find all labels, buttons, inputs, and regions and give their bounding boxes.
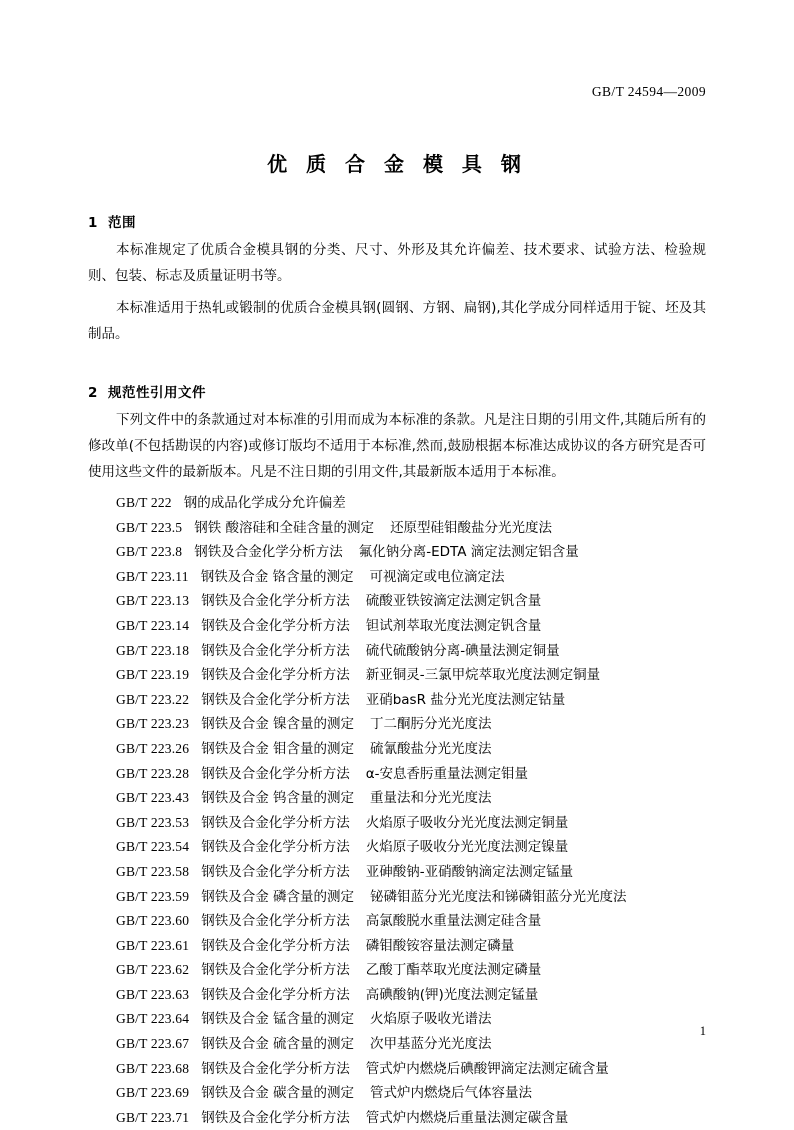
list-item	[88, 614, 706, 639]
list-item	[88, 491, 706, 516]
reference-code: GB/T 223.58	[116, 863, 190, 879]
reference-code: GB/T 223.53	[116, 814, 190, 830]
page-number: 1	[699, 1024, 706, 1038]
list-item	[88, 1081, 706, 1106]
reference-method: 钢铁及合金化学分析方法	[201, 937, 350, 954]
reference-code: GB/T 223.14	[116, 617, 190, 633]
reference-code: GB/T 223.23	[116, 716, 190, 732]
reference-detail: 管式炉内燃烧后重量法测定碳含量	[365, 1109, 569, 1126]
reference-detail: 高碘酸钠(钾)光度法测定锰量	[365, 986, 539, 1003]
list-item	[88, 663, 706, 688]
reference-code: GB/T 223.60	[116, 913, 190, 929]
reference-method: 钢铁及合金化学分析方法	[201, 617, 350, 634]
reference-method: 钢铁及合金 磷含量的测定	[201, 888, 355, 905]
reference-code: GB/T 223.8	[116, 544, 183, 560]
list-item	[88, 909, 706, 934]
list-item	[88, 589, 706, 614]
reference-detail: 火焰原子吸收分光光度法测定镍量	[365, 839, 569, 856]
reference-method: 钢铁及合金 钼含量的测定	[201, 740, 355, 757]
reference-code: GB/T 223.19	[116, 667, 190, 683]
reference-method: 钢铁及合金 铬含量的测定	[200, 568, 354, 585]
reference-detail: 丁二酮肟分光光度法	[370, 716, 492, 733]
reference-detail: 新亚铜灵-三氯甲烷萃取光度法测定铜量	[365, 667, 601, 684]
reference-method: 钢铁及合金化学分析方法	[194, 544, 343, 561]
list-item	[88, 885, 706, 910]
reference-detail: 管式炉内燃烧后气体容量法	[370, 1085, 533, 1102]
list-item	[88, 688, 706, 713]
section-number: 1	[88, 215, 98, 231]
reference-code: GB/T 223.54	[116, 839, 190, 855]
list-item	[88, 540, 706, 565]
list-item	[88, 934, 706, 959]
reference-code: GB/T 223.67	[116, 1036, 190, 1052]
reference-code: GB/T 223.61	[116, 937, 190, 953]
reference-method: 钢铁及合金 镍含量的测定	[201, 716, 355, 733]
list-item	[88, 860, 706, 885]
reference-detail: 磷钼酸铵容量法测定磷量	[365, 937, 515, 954]
scope-paragraph-2: 本标准适用于热轧或锻制的优质合金模具钢(圆钢、方钢、扁钢),其化学成分同样适用于锭、坯及其制品。	[88, 300, 706, 342]
reference-code: GB/T 223.62	[116, 962, 190, 978]
reference-method: 钢铁及合金 硫含量的测定	[201, 1036, 355, 1053]
reference-code: GB/T 223.13	[116, 593, 190, 609]
reference-detail: 硫氰酸盐分光光度法	[370, 740, 492, 757]
reference-method: 钢铁及合金化学分析方法	[201, 913, 350, 930]
reference-detail: 硫代硫酸钠分离-碘量法测定铜量	[365, 642, 560, 659]
reference-detail: α-安息香肟重量法测定钼量	[365, 765, 528, 782]
reference-method: 钢铁及合金 碳含量的测定	[201, 1085, 355, 1102]
reference-method: 钢铁及合金化学分析方法	[201, 986, 350, 1003]
section-heading-normative-references	[88, 381, 706, 401]
scope-paragraph-1: 本标准规定了优质合金模具钢的分类、尺寸、外形及其允许偏差、技术要求、试验方法、检验规则、包装、标志及质量证明书等。	[88, 242, 706, 284]
list-item	[88, 762, 706, 787]
reference-code: GB/T 223.11	[116, 568, 189, 584]
standard-number-header: GB/T 24594—2009	[591, 84, 706, 99]
reference-code: GB/T 223.71	[116, 1109, 190, 1125]
list-item	[88, 786, 706, 811]
reference-code: GB/T 223.64	[116, 1011, 190, 1027]
reference-method: 钢铁及合金化学分析方法	[201, 962, 350, 979]
list-item	[88, 1007, 706, 1032]
section-title: 范围	[108, 215, 136, 231]
reference-detail: 重量法和分光光度法	[370, 790, 492, 807]
reference-code: GB/T 223.43	[116, 790, 190, 806]
reference-code: GB/T 223.68	[116, 1060, 190, 1076]
reference-method: 钢铁及合金化学分析方法	[201, 642, 350, 659]
reference-method: 钢铁 酸溶硅和全硅含量的测定	[194, 519, 375, 536]
reference-code: GB/T 223.63	[116, 986, 190, 1002]
reference-method: 钢铁及合金化学分析方法	[201, 814, 350, 831]
reference-list	[88, 491, 706, 1130]
reference-detail: 亚砷酸钠-亚硝酸钠滴定法测定锰量	[365, 863, 574, 880]
reference-method: 钢铁及合金化学分析方法	[201, 667, 350, 684]
list-item	[88, 712, 706, 737]
reference-detail: 可视滴定或电位滴定法	[369, 568, 505, 585]
list-item	[88, 565, 706, 590]
reference-method: 钢铁及合金化学分析方法	[201, 691, 350, 708]
reference-detail: 火焰原子吸收光谱法	[370, 1011, 492, 1028]
section-title: 规范性引用文件	[108, 385, 206, 401]
reference-detail: 管式炉内燃烧后碘酸钾滴定法测定硫含量	[365, 1060, 609, 1077]
reference-method: 钢铁及合金化学分析方法	[201, 863, 350, 880]
reference-detail: 铋磷钼蓝分光光度法和锑磷钼蓝分光光度法	[370, 888, 627, 905]
list-item	[88, 958, 706, 983]
section-heading-scope	[88, 211, 706, 231]
reference-method: 钢铁及合金化学分析方法	[201, 1060, 350, 1077]
reference-method: 钢铁及合金化学分析方法	[201, 839, 350, 856]
list-item	[88, 737, 706, 762]
reference-detail: 乙酸丁酯萃取光度法测定磷量	[365, 962, 542, 979]
list-item	[88, 835, 706, 860]
reference-method: 钢铁及合金化学分析方法	[201, 765, 350, 782]
reference-detail: 还原型硅钼酸盐分光光度法	[390, 519, 553, 536]
reference-method: 钢铁及合金化学分析方法	[201, 593, 350, 610]
list-item	[88, 1032, 706, 1057]
reference-code: GB/T 223.26	[116, 740, 190, 756]
list-item	[88, 516, 706, 541]
reference-method: 钢铁及合金化学分析方法	[201, 1109, 350, 1126]
normative-references-paragraph: 下列文件中的条款通过对本标准的引用而成为本标准的条款。凡是注日期的引用文件,其随后所有的修改单(不包括勘误的内容)或修订版均不适用于本标准,然而,鼓励根据本标准达成协议的各方研究是否可使用这些文件的最新版本。凡是不注日期的引用文件,其最新版本适用于本标准。	[88, 412, 706, 480]
reference-method: 钢铁及合金 锰含量的测定	[201, 1011, 355, 1028]
reference-code: GB/T 223.69	[116, 1085, 190, 1101]
reference-code: GB/T 223.28	[116, 765, 190, 781]
reference-detail: 次甲基蓝分光光度法	[370, 1036, 492, 1053]
list-item	[88, 1057, 706, 1082]
reference-detail: 钽试剂萃取光度法测定钒含量	[365, 617, 542, 634]
list-item	[88, 1106, 706, 1130]
page-title: 优 质 合 金 模 具 钢	[267, 152, 527, 176]
reference-code: GB/T 223.18	[116, 642, 190, 658]
reference-code: GB/T 223.59	[116, 888, 190, 904]
reference-code: GB/T 223.22	[116, 691, 190, 707]
list-item	[88, 811, 706, 836]
list-item	[88, 983, 706, 1008]
reference-detail: 氟化钠分离-EDTA 滴定法测定铝含量	[358, 544, 579, 561]
reference-detail: 硫酸亚铁铵滴定法测定钒含量	[365, 593, 542, 610]
reference-method: 钢铁及合金 钨含量的测定	[201, 790, 355, 807]
reference-method: 钢的成品化学成分允许偏差	[183, 495, 346, 511]
reference-code: GB/T 223.5	[116, 519, 183, 535]
reference-detail: 火焰原子吸收分光光度法测定铜量	[365, 814, 569, 831]
list-item	[88, 639, 706, 664]
reference-detail: 亚硝basR 盐分光光度法测定钴量	[365, 691, 566, 708]
section-number: 2	[88, 385, 98, 401]
reference-code: GB/T 222	[116, 495, 172, 510]
reference-detail: 高氯酸脱水重量法测定硅含量	[365, 913, 542, 930]
